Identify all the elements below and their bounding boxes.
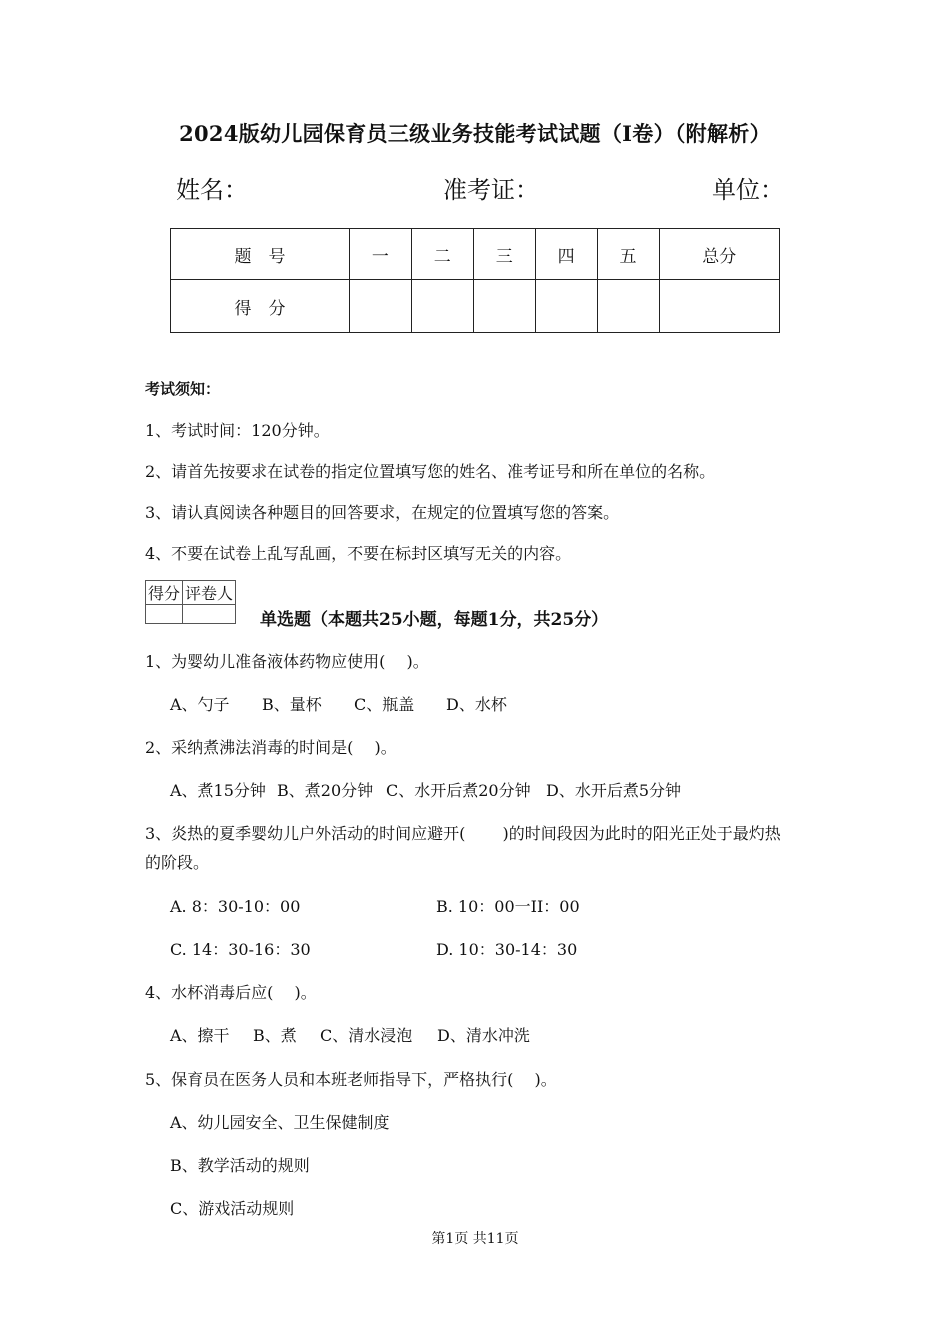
- score-header-cell: 一: [349, 229, 411, 280]
- grader-name-label: 评卷人: [183, 581, 236, 605]
- grader-score-cell[interactable]: [146, 605, 183, 624]
- unit-field-label: 单位：: [712, 176, 784, 204]
- question-3-text: 3、炎热的夏季婴幼儿户外活动的时间应避开( )的时间段因为此时的阳光正处于最灼热: [145, 824, 781, 843]
- question-4-option-d[interactable]: D、清水冲洗: [437, 1026, 530, 1045]
- document-title: 2024版幼儿园保育员三级业务技能考试试题（I卷）（附解析）: [179, 121, 771, 146]
- question-4-option-a[interactable]: A、擦干: [170, 1026, 230, 1045]
- score-table-header-row: [171, 229, 780, 280]
- notice-heading: 考试须知：: [145, 380, 221, 398]
- notice-item: 2、请首先按要求在试卷的指定位置填写您的姓名、准考证号和所在单位的名称。: [145, 462, 716, 481]
- question-3-option-a[interactable]: A. 8：30-10：00: [170, 897, 301, 916]
- score-cell[interactable]: [411, 280, 473, 333]
- question-3-text-continued: 的阶段。: [145, 853, 210, 872]
- notice-item: 4、不要在试卷上乱写乱画，不要在标封区填写无关的内容。: [145, 544, 572, 563]
- question-2-option-c[interactable]: C、水开后煮20分钟: [386, 781, 531, 800]
- question-3-option-c[interactable]: C. 14：30-16：30: [170, 940, 311, 959]
- question-2-option-a[interactable]: A、煮15分钟: [170, 781, 266, 800]
- notice-item: 1、考试时间：120分钟。: [145, 421, 330, 440]
- exam-id-field-label: 准考证：: [443, 176, 539, 204]
- name-field-label: 姓名：: [176, 176, 248, 204]
- question-5-option-a[interactable]: A、幼儿园安全、卫生保健制度: [170, 1113, 390, 1132]
- question-2-option-b[interactable]: B、煮20分钟: [277, 781, 374, 800]
- score-header-cell: 总分: [659, 229, 779, 280]
- grader-name-cell[interactable]: [183, 605, 236, 624]
- score-cell[interactable]: [535, 280, 597, 333]
- question-5-text: 5、保育员在医务人员和本班老师指导下，严格执行( )。: [145, 1070, 557, 1089]
- question-1-option-c[interactable]: C、瓶盖: [354, 695, 415, 714]
- score-header-cell: 二: [411, 229, 473, 280]
- question-3-option-b[interactable]: B. 10：00一II：00: [436, 897, 580, 916]
- score-row-label: 得 分: [171, 280, 350, 333]
- question-4-text: 4、水杯消毒后应( )。: [145, 983, 317, 1002]
- grader-box-header-row: [146, 581, 236, 605]
- score-cell[interactable]: [473, 280, 535, 333]
- grader-score-label: 得分: [146, 581, 183, 605]
- grader-box: [145, 580, 236, 624]
- question-1-option-d[interactable]: D、水杯: [446, 695, 507, 714]
- question-5-option-c[interactable]: C、游戏活动规则: [170, 1199, 295, 1218]
- question-2-option-d[interactable]: D、水开后煮5分钟: [546, 781, 682, 800]
- question-3-option-d[interactable]: D. 10：30-14：30: [436, 940, 578, 959]
- score-table-score-row: [171, 280, 780, 333]
- question-1-option-b[interactable]: B、量杯: [262, 695, 322, 714]
- grader-box-input-row: [146, 605, 236, 624]
- question-1-option-a[interactable]: A、勺子: [170, 695, 230, 714]
- question-2-text: 2、采纳煮沸法消毒的时间是( )。: [145, 738, 397, 757]
- score-cell[interactable]: [349, 280, 411, 333]
- question-1-text: 1、为婴幼儿准备液体药物应使用( )。: [145, 652, 429, 671]
- question-4-option-c[interactable]: C、清水浸泡: [320, 1026, 413, 1045]
- question-4-option-b[interactable]: B、煮: [253, 1026, 297, 1045]
- section-title: 单选题（本题共25小题，每题1分，共25分）: [260, 610, 609, 630]
- score-header-cell: 五: [597, 229, 659, 280]
- score-cell[interactable]: [659, 280, 779, 333]
- question-5-option-b[interactable]: B、教学活动的规则: [170, 1156, 310, 1175]
- page-footer: 第1页 共11页: [431, 1231, 519, 1247]
- score-header-cell: 题 号: [171, 229, 350, 280]
- score-table: [170, 228, 780, 333]
- score-cell[interactable]: [597, 280, 659, 333]
- score-header-cell: 四: [535, 229, 597, 280]
- notice-item: 3、请认真阅读各种题目的回答要求，在规定的位置填写您的答案。: [145, 503, 620, 522]
- score-header-cell: 三: [473, 229, 535, 280]
